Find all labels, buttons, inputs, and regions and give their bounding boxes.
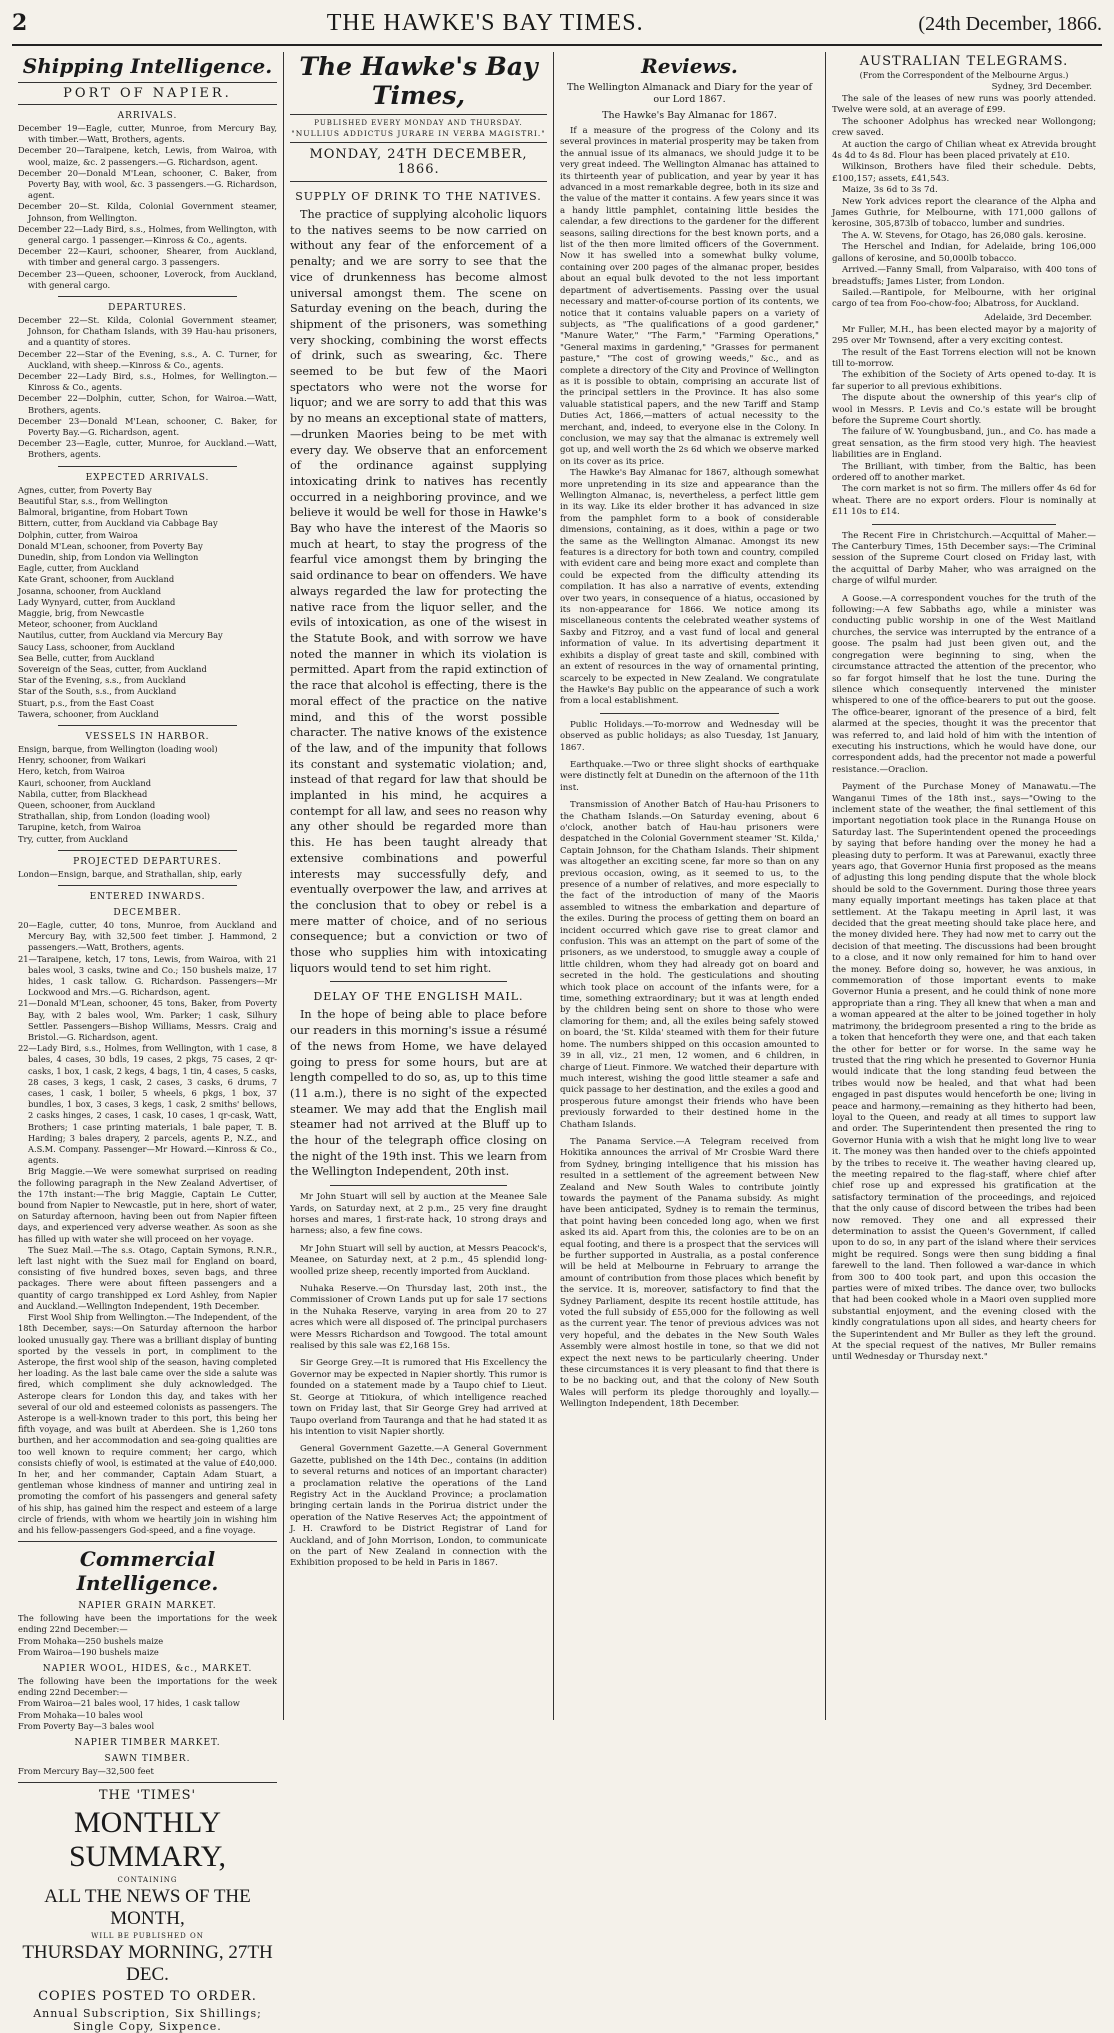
expected-entry: Star of the Evening, s.s., from Auckland (18, 675, 186, 686)
vessels-heading: VESSELS IN HARBOR. (85, 731, 210, 742)
grain-entry: From Mohaka—250 bushels maize (18, 1635, 164, 1646)
telegram-item: The schooner Adolphus has wrecked near Wollongong; crew saved. (832, 116, 1096, 139)
issue-date: MONDAY, 24TH DECEMBER, 1866. (290, 142, 547, 182)
telegram-item: The Herschel and Indian, for Adelaide, bring 106,000 gallons of kerosine, and 50,000lb tobacco. (832, 242, 1096, 264)
news-paragraph: Earthquake.—Two or three slight shocks of earthquake were distinctly felt at Dunedin on the afternoon of the 11th inst. (560, 759, 819, 793)
departures-list (18, 315, 277, 461)
grain-heading: NAPIER GRAIN MARKET. (78, 1601, 217, 1612)
telegram-item: The dispute about the ownership of this year's clip of wool in Messrs. P. Levis and Co.'s estate will be brought before the Supreme Court shortly. (832, 393, 1096, 426)
adelaide-dateline: Adelaide, 3rd December. (984, 312, 1092, 323)
expected-entry: Star of the South, s.s., from Auckland (18, 686, 177, 697)
column-reviews (554, 52, 826, 1720)
timber-subheading: SAWN TIMBER. (104, 1753, 191, 1764)
news-paragraph: A Goose.—A correspondent vouches for the truth of the following:—A few Sabbaths ago, while a minister was conducting public worship in one of the West Maitland churches, the service was interrupted by the entrance of a goose. The psalm had just been given out, and the congregation were beginning to sing, when the circumstance attracted the attention of the precentor, who so far forgot himself that he lost the tune. During the silence which consequently intervened the minister whispered to one of the office-bearers to put out the goose. The office-bearer, ignorant of the presence of a bird, felt alarmed at the species, thought it was the precentor that was referred to, and laid hold of him with the intention of executing his instructions, which he would have done, our correspondent adds, had the precentor not made a powerful resistance.—Oraclion. (832, 593, 1096, 775)
departure-entry: December 22—Lady Bird, s.s., Holmes, for Wellington.—Kinross & Co., agents. (18, 371, 277, 393)
expected-entry: Nautilus, cutter, from Auckland via Mercury Bay (18, 630, 223, 641)
paper-banner: The Hawke's Bay Times, (290, 52, 547, 115)
news-paragraph: Payment of the Purchase Money of Manawatu.—The Wanganui Times of the 18th inst., says—"Owing to the inclement state of the weather, the final settlement of this important negotiation took place in the Runanga House on Saturday last. The Superintendent opened the proceedings by saying that before handing over the money he had a pleasing duty to perform. It was at Parewanui, exactly three years ago, that Governor Hunia first proposed as the means of adjusting this long pending dispute that the whole block should be sold to the Government. During those three years many equally important meetings has taken place at that settlement. At the Takapu meeting in April last, it was decided that the great meeting should take place here, and the money divided here. They had now met to carry out the decision of that meeting. The discussions had been brought to a close, and it now only remained for him to hand over the money. Before doing so, however, he was anxious, in commemoration of those important events to make Governor Hunia a present, and he could think of none more appropriate than a ring. They all knew that when a man and a woman appeared at the alter to be joined together in holy matrimony, the bridegroom presented a ring to the bride as a token that henceforth they were one, and that each taken the other for better or for worse. In the same way he trusted that the ring which he presented to Governor Hunia would indicate that the long standing feud between the tribes would now be healed, and that what had been engaged in past disputes would henceforth be one; living in peace and harmony,—remaining as they hitherto had been, loyal to the Queen, and ready at all times to support law and order. The Superintendent then presented the ring to Governor Hunia with a wish that he might long live to wear it. The money was then handed over to the chiefs appointed by the tribes to receive it. The weather having cleared up, the meeting repaired to the flag-staff, where chief after chief rose up and expressed his gratification at the satisfactory termination of the proceedings, and rejoiced that the only cause of discord between the tribes had been now removed. They one and all expressed their determination to assist the Queen's Government, if called upon to do so, in any part of the island where their services might be required. Songs were then sung bidding a final farewell to the land. Then followed a war-dance in which from 300 to 400 took part, and upon this occasion the parties were of mixed tribes. The dance over, two bullocks that had been cooked whole in a Maori oven supplied more substantial enjoyment, and the evening closed with the kindly congratulations upon all sides, and hearty cheers for the Superintendent and Mr Buller as they left the ground. At the special request of the natives, Mr Buller remains until Wednesday or Thursday next." (832, 782, 1096, 1363)
expected-entry: Kate Grant, schooner, from Auckland (18, 574, 175, 585)
local-paragraph: Mr John Stuart will sell by auction at the Meanee Sale Yards, on Saturday next, at 2 p.m., 25 very fine draught horses and mares, 1 first-rate hack, 10 strong drays and harness; also, a few fine cows. (290, 1192, 547, 1237)
vessel-entry: Ensign, barque, from Wellington (loading wool) (18, 743, 218, 754)
news-paragraph: Transmission of Another Batch of Hau-hau Prisoners to the Chatham Islands.—On Saturday evening, about 6 o'clock, another batch of Hau-hau prisoners were despatched in the Colonial Government steamer 'St. Kilda,' Captain Johnson, for the Chatham Islands. Their shipment was altogether an exciting scene, far more so than on any previous occasion, owing, as it seemed to us, to the presence of a number of relatives, and more especially to the fact of the introduction of many of the Maoris assembled to witness the embarkation and departure of the exiles. During the process of getting them on board an incident occurred which gave rise to great clamor and confusion. This was an attempt on the part of some of the prisoners, as we understood, to smuggle away a couple of little children, whom they had already got on board and secreted in the hold. The gesticulations and shouting which took place on account of the infants were, for a time, something extraordinary; but it was at length ended by the children being sent on shore to those who were clamoring for them; and, all the exiles being safely stowed on board, the 'St. Kilda' steamed with them for their future home. The numbers shipped on this occasion amounted to 39 in all, viz., 21 men, 12 women, and 6 children, in charge of Lieut. Finmore. We watched their departure with much interest, wishing the good little steamer a safe and quick passage to her destination, and the exiles a good and prosperous future amongst their friends who have been previously forwarded to their destined home in the Chatham Islands. (560, 800, 819, 1130)
supply-title: SUPPLY OF DRINK TO THE NATIVES. (295, 190, 542, 203)
expected-entry: Dolphin, cutter, from Wairoa (18, 529, 138, 540)
vessel-entry: Nabila, cutter, from Blackhead (18, 788, 148, 799)
expected-entry: Dunedin, ship, from London via Wellington (18, 551, 199, 562)
shipping-note: First Wool Ship from Wellington.—The Independent, of the 18th December, says:—On Saturday afternoon the harbor looked unusually gay. There was a brilliant display of bunting sported by the vessels in port, in compliment to the Asterope, the first wool ship of the season, having completed her loading. As the last bale came over the side a salute was fired, which compliment she duly acknowledged. The Asterope clears for London this day, and takes with her several of our old and esteemed colonists as passengers. The Asterope is a well-known trader to this port, this being her fifth voyage, and was built at Aberdeen. She is 1,260 tons burthen, and her accommodation and sea-going qualities are too well known to require comment; her cargo, which consists chiefly of wool, is estimated at the value of £40,000. In her, and her commander, Captain Adam Stuart, a gentleman whose kindness of manner and untiring zeal in promoting the comfort of his passengers and general safety of his ship, has gained him the respect and esteem of a large circle of friends, with whom we heartily join in wishing him and his fellow-passengers God-speed, and a fine voyage. (18, 1312, 277, 1535)
departure-entry: December 22—St. Kilda, Colonial Government steamer, Johnson, for Chatham Islands, with 39 Hau-hau prisoners, and a quantity of stores. (18, 315, 277, 348)
misc-paragraphs (832, 531, 1096, 1364)
review-title-wellington: The Wellington Almanack and Diary for the year of our Lord 1867. (566, 82, 813, 105)
news-paragraph: The Recent Fire in Christchurch.—Acquittal of Maher.—The Canterbury Times, 15th December says:—The Criminal session of the Supreme Court closed on Friday last, with the acquittal of Darby Maher, who was arraigned on the charge of wilful murder. (832, 530, 1096, 587)
article-paragraph: In the hope of being able to place before our readers in this morning's issue a résumé of the news from Home, we have delayed going to press for some hours, but are at length compelled to do so, as, up to this time (11 a.m.), there is no sight of the expected steamer. We may add that the English mail steamer had not arrived at the Bluff up to the hour of the telegraph office closing on the night of the 19th inst. This we learn from the Wellington Independent, 20th inst. (290, 1008, 547, 1179)
telegrams-source: (From the Correspondent of the Melbourne Argus.) (859, 71, 1069, 80)
summary-subscription: Annual Subscription, Six Shillings; Single Copy, Sixpence. (33, 2007, 262, 2033)
expected-entry: Eagle, cutter, from Auckland (18, 563, 139, 574)
arrival-entry: December 23—Queen, schooner, Loverock, from Auckland, with general cargo. (18, 268, 277, 290)
newspaper-title: THE HAWKE'S BAY TIMES. (326, 10, 644, 36)
local-paragraph: Nuhaka Reserve.—On Thursday last, 20th inst., the Commissioner of Crown Lands put up for sale 17 sections in the Nuhaka Reserve, varying in area from 20 to 27 acres which were all disposed of. The principal purchasers were Messrs Richardson and Towgood. The total amount realised by this sale was £2,168 15s. (290, 1284, 547, 1352)
expected-entry: Sovereign of the Seas, cutter, from Auckland (18, 663, 207, 674)
entered-entry: 21—Donald M'Lean, schooner, 45 tons, Baker, from Poverty Bay, with 2 bales wool, Wm. Parker; 1 cask, Silhury Settler. Passengers—Bishop Williams, Messrs. Craig and Bristol.—G. Richardson, agent. (18, 998, 277, 1043)
arrival-entry: December 22—Lady Bird, s.s., Holmes, from Wellington, with general cargo. 1 passenger.—Kinross & Co., agents. (18, 223, 277, 246)
telegram-item: New York advices report the clearance of the Alpha and James Guthrie, for Melbourne, with 171,000 gallons of kerosine, 305,873lb of tobacco, lumber and sundries. (832, 196, 1096, 230)
projected-heading: PROJECTED DEPARTURES. (73, 856, 222, 867)
expected-entry: Beautiful Star, s.s., from Wellington (18, 495, 168, 506)
port-heading: PORT OF NAPIER. (18, 82, 277, 105)
sydney-list (832, 94, 1096, 311)
expected-entry: Donald M'Lean, schooner, from Poverty Bay (18, 540, 203, 551)
shipping-note: The Suez Mail.—The s.s. Otago, Captain Symons, R.N.R., left last night with the Suez mail for England on board, consisting of five hundred boxes, seven bags, and three packages. There were about fifteen passengers and a quantity of cargo transhipped ex Lord Ashley, from Napier and Auckland.—Wellington Independent, 19th December. (18, 1244, 277, 1311)
telegram-item: The sale of the leases of new runs was poorly attended. Twelve were sold, at an average of £99. (832, 94, 1096, 116)
expected-entry: Maggie, brig, from Newcastle (18, 607, 144, 618)
telegram-item: Maize, 3s 6d to 3s 7d. (842, 185, 938, 196)
grain-entry: The following have been the importations for the week ending 22nd December:— (18, 1613, 277, 1635)
expected-entry: Agnes, cutter, from Poverty Bay (18, 484, 152, 495)
departure-entry: December 23—Donald M'Lean, schooner, C. Baker, for Poverty Bay.—G. Richardson, agent. (18, 415, 277, 438)
wool-heading: NAPIER WOOL, HIDES, &c., MARKET. (42, 1663, 253, 1674)
masthead (12, 10, 1102, 46)
arrival-entry: December 22—Kauri, schooner, Shearer, from Auckland, with timber and general cargo. 3 passengers. (18, 246, 277, 268)
vessel-entry: Queen, schooner, from Auckland (18, 799, 156, 810)
shipping-heading: Shipping Intelligence. (22, 54, 273, 78)
column-telegrams (826, 52, 1102, 1720)
local-paragraph: General Government Gazette.—A General Government Gazette, published on the 14th Dec., contains (in addition to several returns and notices of an important character) a proclamation relative the operations of the Land Registry Act in the Auckland Province; a proclamation bringing certain lands in the Porirua district under the operation of the Native Reserves Act; the appointment of J. H. Crawford to be District Registrar of Land for Auckland, and of John Morrison, London, to communicate on the part of New Zealand in connection with the Exhibition proposed to be held in Paris in 1867. (290, 1444, 547, 1569)
timber-heading: NAPIER TIMBER MARKET. (74, 1737, 221, 1748)
vessel-entry: Henry, schooner, from Waikari (18, 755, 146, 766)
wool-entry: From Poverty Bay—3 bales wool (18, 1720, 155, 1731)
news-paragraphs (560, 720, 819, 1411)
telegram-item: Sailed.—Rantipole, for Melbourne, with her original cargo of tea from Foo-chow-foo; Albatross, for Auckland. (832, 287, 1096, 310)
telegram-item: Wilkinson, Brothers have filed their schedule. Debts, £100,157; assets, £41,543. (832, 162, 1096, 184)
vessel-entry: Tarupine, ketch, from Wairoa (18, 822, 142, 833)
vessel-entry: Try, cutter, from Auckland (18, 833, 129, 844)
grain-list (18, 1613, 277, 1658)
telegram-item: The exhibition of the Society of Arts opened to-day. It is far superior to all previous exhibitions. (832, 370, 1096, 392)
arrival-entry: December 20—Donald M'Lean, schooner, C. Baker, from Poverty Bay, with wool, &c. 3 passengers.—G. Richardson, agent. (18, 167, 277, 201)
article-paragraph: The practice of supplying alcoholic liquors to the natives seems to be now carried on without any fear of the enforcement of a penalty; and we are sorry to see that the vice of drunkenness has become almost universal amongst them. The scene on Saturday evening on the beach, during the shipment of the prisoners, was something very shocking, combining the worst effects of drink, such as swearing, &c. There seemed to be but few of the Maori spectators who were not the worse for liquor; and we are sorry to add that this was by no means an exceptional state of matters,—drunken Maories being to be met with every day. We observe that an enforcement of the ordinance against supplying intoxicating drink to natives has recently occurred in a neighboring province, and we believe it would be well for those in Hawke's Bay who have the interest of the Maoris so much at heart, to stay the progress of the fearful vice amongst them by bringing the said ordinance to bear on offenders. We have always regarded the law for protecting the native race from the liquor seller, and the evils of intoxication, as one of the wisest in the Statute Book, and with sorrow we have noted the manner in which its violation is permitted. Apart from the rapid extinction of the race that alcohol is effecting, there is the moral effect of the practice on the native mind, and this of the worst possible character. The native knows of the existence of the law, and of the impunity that follows its constant and systematic violation; and, instead of that regard for law that should be implanted in his mind, he acquires a contempt for all law, and sees no reason why any other should be regarded more than this. He has been taught already that extensive combinations and powerful interests may successfully defy, and eventually overpower the law, and arrives at the conclusion that to obey or rebel is a mere matter of choice, and of no serious consequence; but a conviction or two of those who supplies him with intoxicating liquors would tend to set him right. (290, 208, 547, 975)
entered-heading: ENTERED INWARDS. (89, 891, 206, 902)
entered-list (18, 920, 277, 1166)
summary-copies: COPIES POSTED TO ORDER. (38, 1989, 257, 2005)
telegrams-heading: AUSTRALIAN TELEGRAMS. (859, 54, 1069, 69)
news-paragraph: The Panama Service.—A Telegram received from Hokitika announces the arrival of Mr Crosbie Ward there from Sydney, bringing intelligence that his mission has resulted in a settlement of the agreement between New Zealand and New South Wales to contribute jointly towards the payment of the Panama subsidy. As might have been anticipated, Sydney is to remain the terminus, that point having been conceded long ago, when we first asked its aid. Apart from this, the colonies are to be on an equal footing, and there is a prospect that the services will be further supported in Australia, as a postal conference will be held at Melbourne in February to arrange the amount of contribution from those places which benefit by the service. It is, moreover, satisfactory to find that the Sydney Parliament, despite its recent hostile attitude, has voted the full subsidy of £55,000 for the following as well as the current year. The tenor of previous advices was not very hopeful, and the debates in the New South Wales Assembly were almost hostile in tone, so that we did not expect the next news to be particularly cheering. Under these circumstances it is very pleasant to find that there is to be no backing out, and that the colony of New South Wales will perform its pledge thoroughly and loyally.—Wellington Independent, 18th December. (560, 1136, 819, 1410)
expected-entry: Josanna, schooner, from Auckland (18, 585, 162, 596)
entered-entry: 21—Taraipene, ketch, 17 tons, Lewis, from Wairoa, with 21 bales wool, 3 casks, twine and Co.; 150 bushels maize, 17 hides, 1 cask tallow. G. Richardson. Passengers—Mr Lockwood and Mrs.—G. Richardson, agent. (18, 953, 277, 998)
news-paragraph: Public Holidays.—To-morrow and Wednesday will be observed as public holidays; as also Tuesday, 1st January, 1867. (560, 719, 819, 753)
delay-article (290, 1007, 547, 1180)
delay-title: DELAY OF THE ENGLISH MAIL. (313, 990, 524, 1004)
telegram-item: Arrived.—Fanny Small, from Valparaiso, with 400 tons of breadstuffs; James Lister, from London. (832, 265, 1096, 287)
vessel-entry: Strathallan, ship, from London (loading wool) (18, 811, 211, 822)
expected-entry: Saucy Lass, schooner, from Auckland (18, 641, 175, 652)
summary-date: THURSDAY MORNING, 27TH DEC. (22, 1942, 273, 1986)
commercial-heading: Commercial Intelligence. (76, 1547, 219, 1596)
arrivals-heading: ARRIVALS. (117, 111, 178, 121)
adelaide-list (832, 325, 1096, 519)
departure-entry: December 23—Eagle, cutter, Munroe, for Auckland.—Watt, Brothers, agents. (18, 438, 277, 460)
expected-heading: EXPECTED ARRIVALS. (85, 472, 210, 483)
wool-entry: The following have been the importations for the week ending 22nd December:— (18, 1675, 277, 1698)
expected-entry: Balmoral, brigantine, from Hobart Town (18, 507, 188, 518)
telegram-item: The corn market is not so firm. The millers offer 4s 6d for wheat. There are no export orders. Flour is nominally at £11 10s to £14. (832, 484, 1096, 518)
page-date: (24th December, 1866. (918, 13, 1102, 35)
entered-entry: 20—Eagle, cutter, 40 tons, Munroe, from Auckland and Mercury Bay, with 32,500 feet timber. J. Hammond, 2 passengers.—Watt, Brothers, agents. (18, 919, 277, 953)
telegram-item: The result of the East Torrens election will not be known till to-morrow. (832, 347, 1096, 369)
local-paragraph: Sir George Grey.—It is rumored that His Excellency the Governor may be expected in Napier shortly. This rumor is founded on a statement made by a Taupo chief to Lieut. St. George at Titiokura, of which intelligence reached town on Friday last, that Sir George Grey had arrived at Taupo overland from Tauranga and that he had stated it as his intention to visit Napier shortly. (290, 1358, 547, 1437)
summary-title: MONTHLY SUMMARY, (68, 1806, 227, 1874)
published-line: PUBLISHED EVERY MONDAY AND THURSDAY. (314, 119, 523, 127)
arrival-entry: December 19—Eagle, cutter, Munroe, from Mercury Bay, with timber.—Watt, Brothers, agents. (18, 123, 277, 145)
departure-entry: December 22—Dolphin, cutter, Schon, for Wairoa.—Watt, Brothers, agents. (18, 393, 277, 415)
review-paragraph: If a measure of the progress of the Colony and its several provinces in material prosperity may be taken from the annual issue of its almanacs, we should judge it to be very great indeed. The Wellington Almanac has attained to its thirteenth year of publication, and year by year it has advanced in a most remarkable degree, both in its size and the value of the matter it contains. A few years since it was a handy little pamphlet, containing little besides the calendar, a few directions to the gardener for the different seasons, sailing directions for the best known ports, and a list of the then more limited officers of the Government. Now it has swelled into a somewhat bulky volume, containing over 200 pages of the almanac proper, besides about an equal bulk devoted to the not less important department of advertisements. Passing over the usual necessary and matter-of-course portion of its contents, we notice that it contains valuable papers on a variety of subjects, as "The qualifications of a good gardener," "Manure Water," "The Farm," "Farming Operations," "General maxims in gardening," "Grasses for permanent pasture," "The cost of growing weeds," &c., and as complete a directory of the City and Province of Wellington as it is possible to obtain, comprising an accurate list of the principal settlers in the Province. It has also some valuable statistical papers, and the new Tariff and Stamp Duties Act, 1866,—matters of actual necessity to the merchant, and, indeed, to everyone else in the Colony. In conclusion, we may say that the almanac is extremely well got up, and well worth the 2s 6d which we observe marked on its cover as its price. (560, 126, 819, 467)
grain-entry: From Wairoa—190 bushels maize (18, 1646, 159, 1657)
column-editorial (284, 52, 554, 1720)
vessel-entry: Kauri, schooner, from Auckland (18, 777, 152, 788)
wool-entry: From Wairoa—21 bales wool, 17 hides, 1 cask tallow (18, 1698, 240, 1709)
page-number: 2 (12, 10, 28, 36)
expected-list (18, 485, 277, 720)
expected-entry: Meteor, schooner, from Auckland (18, 619, 158, 630)
telegram-item: The A. W. Stevens, for Otago, has 26,080 gals. kerosine. (842, 230, 1087, 241)
expected-entry: Lady Wynyard, cutter, from Auckland (18, 596, 176, 607)
review-paragraph: The Hawke's Bay Almanac for 1867, although somewhat more unpretending in its size and appearance than the Wellington Almanac, is, nevertheless, a perfect little gem in its way. Like its elder brother it has advanced in size from the pamphlet form to a book of considerable dimensions, containing, as it does, within a page or two the same as the Wellington Almanac. Amongst its new features is a directory for both town and country, compiled with evident care and being more exact and complete than could be expected from the difficulty attending its compilation. It has also a narrative of events, extending over two years, in consequence of a hiatus, occasioned by its non-appearance for 1866. We notice among its miscellaneous contents the celebrated weather systems of Saxby and Fitzroy, and a vast fund of local and general information of value. In its advertising department it exhibits a display of great taste and skill, combined with an extent of resources in the way of ornamental printing, scarcely to be expected in New Zealand. We congratulate the Hawke's Bay public on the appearance of such a work from a local establishment. (560, 468, 819, 707)
shipping-note: Brig Maggie.—We were somewhat surprised on reading the following paragraph in the New Zealand Advertiser, of the 17th instant:—The brig Maggie, Captain Le Cutter, bound from Napier to Newcastle, put in here, short of water, on Saturday afternoon, having been out from Napier fifteen days, and experienced very adverse weather. As soon as she has filled up with water she will proceed on her voyage. (18, 1166, 277, 1244)
expected-entry: Bittern, cutter, from Auckland via Cabbage Bay (18, 518, 218, 529)
summary-containing: CONTAINING (117, 1876, 178, 1885)
wool-entry: From Mohaka—10 bales wool (18, 1709, 143, 1720)
vessel-entry: Hero, ketch, from Wairoa (18, 766, 125, 777)
expected-entry: Stuart, p.s., from the East Coast (18, 697, 154, 708)
reviews-body (560, 126, 819, 708)
telegram-item: The Brilliant, with timber, from the Baltic, has been ordered off to another market. (832, 461, 1096, 483)
wool-list (18, 1676, 277, 1732)
telegram-item: At auction the cargo of Chilian wheat ex Atrevida brought 4s 4d to 4s 8d. Flour has been placed privately at £10. (832, 139, 1096, 162)
local-paragraphs (290, 1192, 547, 1570)
entered-subheading: DECEMBER. (113, 907, 182, 918)
expected-entry: Sea Belle, cutter, from Auckland (18, 652, 155, 663)
telegram-item: The failure of W. Youngbusband, jun., and Co. has made a great sensation, as the firm stood very high. The heaviest liabilities are in England. (832, 427, 1096, 461)
summary-will-be: WILL BE PUBLISHED ON (91, 1932, 204, 1941)
timber-entry: From Mercury Bay—32,500 feet (18, 1765, 154, 1776)
arrivals-list (18, 123, 277, 291)
column-shipping (12, 52, 284, 2033)
review-title-hawkes-bay: The Hawke's Bay Almanac for 1867. (602, 110, 777, 121)
arrival-entry: December 20—St. Kilda, Colonial Government steamer, Johnson, from Wellington. (18, 201, 277, 223)
sydney-dateline: Sydney, 3rd December. (991, 82, 1092, 92)
motto: "NULLIUS ADDICTUS JURARE IN VERBA MAGISTRI." (291, 129, 546, 138)
vessels-list (18, 744, 277, 845)
reviews-heading: Reviews. (641, 54, 738, 78)
summary-all-news: ALL THE NEWS OF THE MONTH, (44, 1886, 251, 1930)
times-label: THE 'TIMES' (98, 1788, 197, 1804)
departure-entry: December 22—Star of the Evening, s.s., A. C. Turner, for Auckland, with sheep.—Kinross & Co., agents. (18, 348, 277, 370)
local-paragraph: Mr John Stuart will sell by auction, at Messrs Peacock's, Meanee, on Saturday next, at 2 p.m., 45 splendid long-woolled prize sheep, recently imported from Auckland. (290, 1243, 547, 1277)
telegram-item: Mr Fuller, M.H., has been elected mayor by a majority of 295 over Mr Townsend, after a very exciting contest. (832, 324, 1096, 347)
entered-entry: 22—Lady Bird, s.s., Holmes, from Wellington, with 1 case, 8 bales, 4 cases, 30 bdls, 19 cases, 2 pkgs, 75 cases, 2 qr-casks, 1 box, 1 cask, 2 kegs, 4 bags, 1 tin, 4 cases, 5 casks, 28 cases, 3 kegs, 1 cask, 2 cases, 3 casks, 6 drums, 7 cases, 1 cask, 1 boiler, 5 wheels, 6 pkgs, 1 box, 37 bundles, 1 box, 3 cases, 3 kegs, 1 cask, 2 smiths' bellows, 2 casks hinges, 2 cases, 1 cask, 10 cases, 1 qr-cask, Watt, Brothers; 1 case printing materials, 1 bale paper, T. B. Harding; 3 bales drapery, 2 parcels, agents P., N.Z., and A.S.M. Company. Passenger—Mr Howard.—Kinross & Co., agents. (18, 1043, 277, 1166)
projected-entry: London—Ensign, barque, and Strathallan, ship, early (18, 868, 242, 879)
arrival-entry: December 20—Taraipene, ketch, Lewis, from Wairoa, with wool, maize, &c. 2 passengers.—G. Richardson, agent. (18, 145, 277, 167)
shipping-notes (18, 1166, 277, 1536)
expected-entry: Tawera, schooner, from Auckland (18, 708, 159, 719)
departures-heading: DEPARTURES. (108, 303, 187, 314)
supply-article (290, 207, 547, 976)
